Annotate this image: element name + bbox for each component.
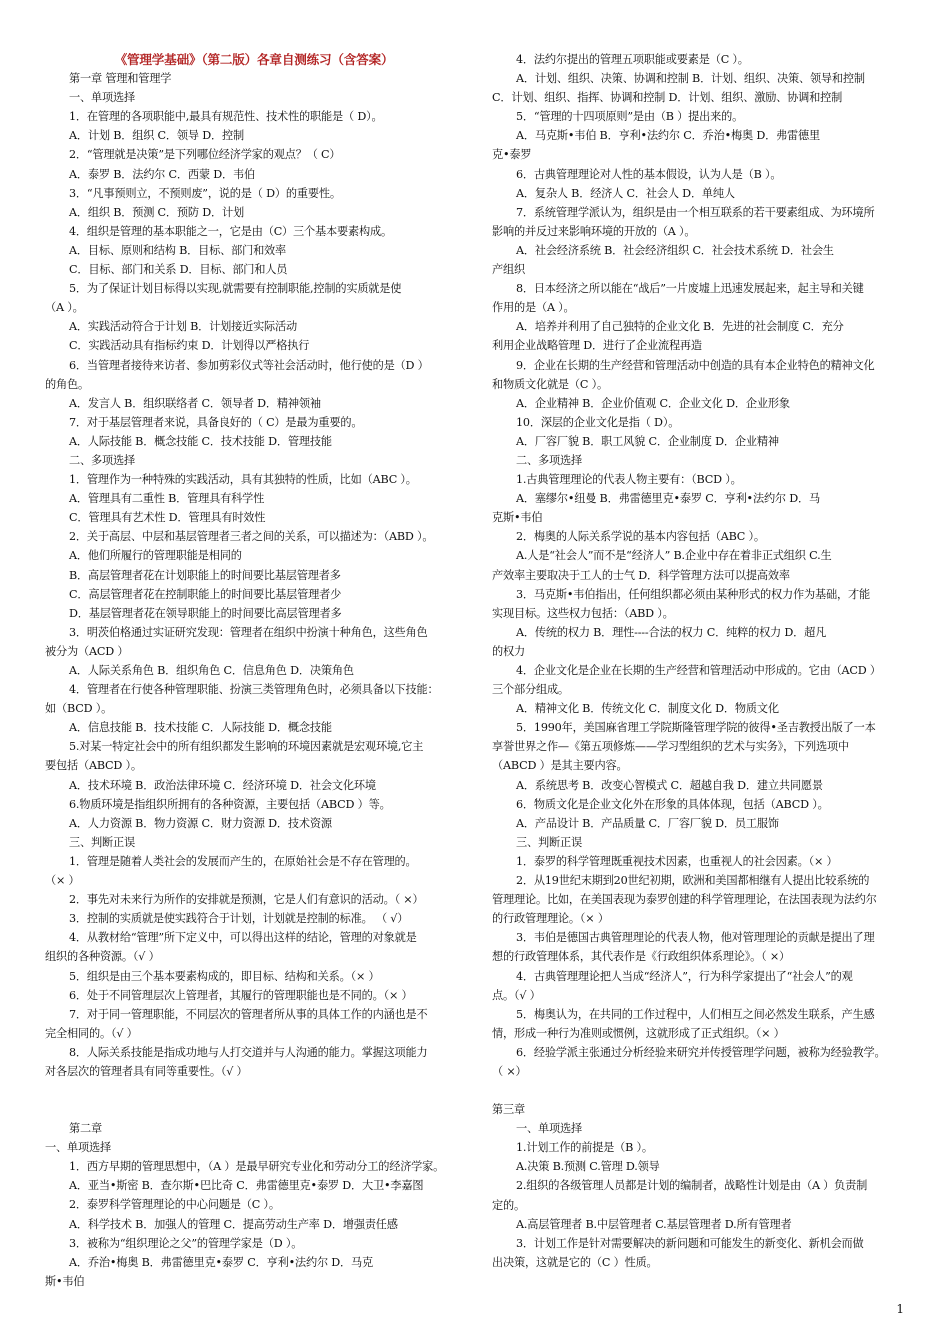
text-line: 管理理论。比如，在美国表现为泰罗创建的科学管理理论，在法国表现为法约尔 bbox=[492, 893, 877, 907]
text-line: 7．系统管理学派认为，组织是由一个相互联系的若干要素组成、为环境所 bbox=[516, 205, 875, 219]
text-line: 4．从教材给“管理”所下定义中，可以得出这样的结论，管理的对象就是 bbox=[69, 931, 417, 945]
text-line: A．塞缪尔•纽曼 B．弗雷德里克•泰罗 C．亨利•法约尔 D．马 bbox=[516, 492, 821, 506]
text-line: A.人是“社会人”而不是“经济人” B.企业中存在着非正式组织 C.生 bbox=[516, 549, 832, 563]
page-number: 1 bbox=[896, 1302, 904, 1316]
text-line: 1.古典管理理论的代表人物主要有：（BCD ）。 bbox=[516, 473, 742, 487]
text-line: 对各层次的管理者具有同等重要性。（√ ） bbox=[45, 1064, 248, 1078]
text-line: 2.组织的各级管理人员都是计划的编制者，战略性计划是由（A ）负责制 bbox=[516, 1179, 868, 1193]
text-line: C．管理具有艺术性 D．管理具有时效性 bbox=[69, 511, 266, 525]
text-line: A．亚当•斯密 B．查尔斯•巴比奇 C．弗雷德里克•泰罗 D．大卫•李嘉图 bbox=[69, 1179, 424, 1193]
text-line: A．企业精神 B．企业价值观 C．企业文化 D．企业形象 bbox=[516, 396, 790, 410]
text-line: C．高层管理者花在控制职能上的时间要比基层管理者少 bbox=[69, 587, 342, 601]
text-line: 6．当管理者接待来访者、参加剪彩仪式等社会活动时，他行使的是（D ） bbox=[69, 358, 429, 372]
text-line: 1．在管理的各项职能中,最具有规范性、技术性的职能是（ D）。 bbox=[69, 110, 383, 124]
text-line: 2．事先对未来行为所作的安排就是预测，它是人们有意识的活动。（ ×） bbox=[69, 893, 424, 907]
text-line: 完全相同的。（√ ） bbox=[45, 1026, 138, 1040]
text-line: 7．对于同一管理职能，不同层次的管理者所从事的具体工作的内涵也是不 bbox=[69, 1007, 428, 1021]
text-line: 被分为（ACD ） bbox=[45, 644, 129, 658]
text-line: C．目标、部门和关系 D．目标、部门和人员 bbox=[69, 263, 288, 277]
text-line: 三、判断正误 bbox=[69, 835, 135, 849]
text-line: 和物质文化就是（C ）。 bbox=[492, 377, 608, 391]
text-line: 一、单项选择 bbox=[516, 1122, 582, 1136]
text-line: 1．管理是随着人类社会的发展而产生的，在原始社会是不存在管理的。 bbox=[69, 854, 417, 868]
text-line: 三、判断正误 bbox=[516, 835, 582, 849]
text-line: 组织的各种资源。（√ ） bbox=[45, 950, 160, 964]
text-line: A．人力资源 B．物力资源 C．财力资源 D．技术资源 bbox=[69, 816, 332, 830]
text-line: 10．深层的企业文化是指（ D）。 bbox=[516, 415, 680, 429]
text-line: A．他们所履行的管理职能是相同的 bbox=[69, 549, 242, 563]
text-line: 5．“管理的十四项原则”是由（B ）提出来的。 bbox=[516, 110, 744, 124]
text-line: 的角色。 bbox=[45, 377, 89, 391]
text-line: （× ） bbox=[45, 874, 80, 888]
text-line: 3．明茨伯格通过实证研究发现：管理者在组织中扮演十种角色，这些角色 bbox=[69, 625, 428, 639]
text-line: A．管理具有二重性 B．管理具有科学性 bbox=[69, 492, 265, 506]
text-line: 要包括（ABCD ）。 bbox=[45, 759, 142, 773]
text-line: B．高层管理者花在计划职能上的时间要比基层管理者多 bbox=[69, 568, 341, 582]
text-line: 6.物质环境是指组织所拥有的各种资源，主要包括（ABCD ）等。 bbox=[69, 797, 391, 811]
text-line: 实现目标。这些权力包括：（ABD ）。 bbox=[492, 606, 674, 620]
text-line: 6．物质文化是企业文化外在形象的具体体现，包括（ABCD ）。 bbox=[516, 797, 829, 811]
text-line: 想的行政管理体系，其代表作是《行政组织体系理论》。（ ×） bbox=[492, 950, 790, 964]
text-line: 1.计划工作的前提是（B ）。 bbox=[516, 1141, 653, 1155]
text-line: A．培养并利用了自己独特的企业文化 B．先进的社会制度 C．充分 bbox=[516, 320, 844, 334]
left-column bbox=[45, 50, 463, 1291]
text-line: （ ×） bbox=[492, 1064, 527, 1078]
text-line: 二、多项选择 bbox=[516, 453, 582, 467]
text-line: 三个部分组成。 bbox=[492, 683, 569, 697]
text-line: D．基层管理者花在领导职能上的时间要比高层管理者多 bbox=[69, 606, 342, 620]
text-line: 3．被称为“组织理论之父”的管理学家是（D ）。 bbox=[69, 1236, 303, 1250]
text-line: 4．法约尔提出的管理五项职能或要素是（C ）。 bbox=[516, 53, 749, 66]
text-line: （ABCD ）是其主要内容。 bbox=[492, 759, 628, 773]
text-line: 4．古典管理理论把人当成“经济人”，行为科学家提出了“社会人”的观 bbox=[516, 969, 853, 983]
text-line: A．厂容厂貌 B．职工风貌 C．企业制度 D．企业精神 bbox=[516, 434, 779, 448]
text-line: A．计划、组织、决策、协调和控制 B．计划、组织、决策、领导和控制 bbox=[516, 72, 865, 86]
text-line: C．计划、组织、指挥、协调和控制 D．计划、组织、激励、协调和控制 bbox=[492, 91, 843, 105]
text-line: 第一章 管理和管理学 bbox=[69, 72, 172, 86]
text-line: A．社会经济系统 B．社会经济组织 C．社会技术系统 D．社会生 bbox=[516, 243, 834, 257]
text-line: 7．对于基层管理者来说，具备良好的（ C）是最为重要的。 bbox=[69, 415, 363, 429]
text-line: A．马克斯•韦伯 B．亨利•法约尔 C．乔治•梅奥 D．弗雷德里 bbox=[516, 129, 821, 143]
text-line: 二、多项选择 bbox=[69, 453, 135, 467]
text-line: C．实践活动具有指标约束 D．计划得以严格执行 bbox=[69, 339, 310, 353]
text-line: A．组织 B．预测 C．预防 D．计划 bbox=[69, 205, 244, 219]
text-line: A．产品设计 B．产品质量 C．厂容厂貌 D．员工服饰 bbox=[516, 816, 779, 830]
text-line: 2．从19世纪末期到20世纪初期，欧洲和美国都相继有人提出比较系统的 bbox=[516, 874, 870, 888]
text-line: 1．西方早期的管理思想中，（A ）是最早研究专业化和劳动分工的经济学家。 bbox=[69, 1160, 445, 1174]
text-line: 2．梅奥的人际关系学说的基本内容包括（ABC ）。 bbox=[516, 530, 765, 544]
text-line: A.决策 B.预测 C.管理 D.领导 bbox=[516, 1160, 660, 1174]
text-line: 出决策，这就是它的（C ）性质。 bbox=[492, 1255, 658, 1269]
text-line: 的权力 bbox=[492, 644, 525, 658]
text-line: 定的。 bbox=[492, 1198, 525, 1212]
text-line: A．系统思考 B．改变心智模式 C．超越自我 D．建立共同愿景 bbox=[516, 778, 823, 792]
text-line: 克斯•韦伯 bbox=[492, 511, 543, 525]
text-line: 享誉世界之作—《第五项修炼——学习型组织的艺术与实务》，下列选项中 bbox=[492, 740, 849, 754]
text-line: 2．“管理就是决策”是下列哪位经济学家的观点？（ C） bbox=[69, 148, 341, 162]
text-line: A．技术环境 B．政治法律环境 C．经济环境 D．社会文化环境 bbox=[69, 778, 376, 792]
text-line: A．目标、原则和结构 B．目标、部门和效率 bbox=[69, 243, 287, 257]
text-line: A．发言人 B．组织联络者 C．领导者 D．精神领袖 bbox=[69, 396, 321, 410]
text-line: 3．马克斯•韦伯指出，任何组织都必须由某种形式的权力作为基础，才能 bbox=[516, 587, 870, 601]
text-line: 5．梅奥认为，在共同的工作过程中，人们相互之间必然发生联系，产生感 bbox=[516, 1007, 875, 1021]
text-line: 1．管理作为一种特殊的实践活动，具有其独特的性质，比如（ABC ）。 bbox=[69, 473, 417, 487]
text-line: 5.对某一特定社会中的所有组织都发生影响的环境因素就是宏观环境,它主 bbox=[69, 740, 424, 754]
text-line: A．精神文化 B．传统文化 C．制度文化 D．物质文化 bbox=[516, 702, 779, 716]
text-line: 如（BCD ）。 bbox=[45, 702, 113, 716]
text-line: 3．计划工作是针对需要解决的新问题和可能发生的新变化、新机会而做 bbox=[516, 1236, 864, 1250]
text-line: A．泰罗 B．法约尔 C．西蒙 D．韦伯 bbox=[69, 167, 255, 181]
text-line: A．计划 B．组织 C．领导 D．控制 bbox=[69, 129, 244, 143]
right-column bbox=[492, 50, 910, 1272]
text-line: 6．古典管理理论对人性的基本假设，认为人是（B ）。 bbox=[516, 167, 782, 181]
text-line: 一、单项选择 bbox=[45, 1141, 111, 1155]
text-line: 3．控制的实质就是使实践符合于计划，计划就是控制的标准。 （ √） bbox=[69, 912, 409, 926]
text-line: 情，形成一种行为准则或惯例，这就形成了正式组织。（× ） bbox=[492, 1026, 785, 1040]
text-line: 2．泰罗科学管理理论的中心问题是（C ）。 bbox=[69, 1198, 280, 1212]
text-line: 5．1990年，美国麻省理工学院斯隆管理学院的彼得•圣吉教授出版了一本 bbox=[516, 721, 876, 735]
text-line: 利用企业战略管理 D．进行了企业流程再造 bbox=[492, 339, 702, 353]
text-line: 产效率主要取决于工人的士气 D．科学管理方法可以提高效率 bbox=[492, 568, 790, 582]
text-line: 5．为了保证计划目标得以实现,就需要有控制职能,控制的实质就是使 bbox=[69, 282, 402, 296]
text-line: 克•泰罗 bbox=[492, 148, 532, 162]
text-line: 9．企业在长期的生产经营和管理活动中创造的具有本企业特色的精神文化 bbox=[516, 358, 875, 372]
document-title: 《管理学基础》（第二版）各章自测练习（含答案） bbox=[114, 52, 394, 67]
text-line: A．科学技术 B．加强人的管理 C．提高劳动生产率 D．增强责任感 bbox=[69, 1217, 398, 1231]
text-line: A．复杂人 B．经济人 C．社会人 D．单纯人 bbox=[516, 186, 735, 200]
text-line: 的行政管理理论。（× ） bbox=[492, 912, 609, 926]
text-line: 6．处于不同管理层次上管理者，其履行的管理职能也是不同的。（× ） bbox=[69, 988, 413, 1002]
text-line: 4．企业文化是企业在长期的生产经营和管理活动中形成的。它由（ACD ） bbox=[516, 664, 881, 677]
text-line: （A ）。 bbox=[45, 301, 84, 315]
text-line: 3．“凡事预则立，不预则废”，说的是（ D）的重要性。 bbox=[69, 186, 341, 200]
text-line: 影响的并反过来影响环境的开放的（A ）。 bbox=[492, 224, 696, 238]
text-line: 8．人际关系技能是指成功地与人打交道并与人沟通的能力。掌握这项能力 bbox=[69, 1045, 428, 1059]
text-line: 斯•韦伯 bbox=[45, 1274, 85, 1288]
text-line: A．传统的权力 B．理性----合法的权力 C．纯粹的权力 D．超凡 bbox=[516, 625, 827, 639]
text-line: A．实践活动符合于计划 B．计划接近实际活动 bbox=[69, 320, 298, 334]
text-line: 2．关于高层、中层和基层管理者三者之间的关系，可以描述为：（ABD ）。 bbox=[69, 530, 434, 544]
text-line: 4．组织是管理的基本职能之一，它是由（C）三个基本要素构成。 bbox=[69, 224, 392, 238]
text-line: A.高层管理者 B.中层管理者 C.基层管理者 D.所有管理者 bbox=[516, 1217, 792, 1231]
text-line: 产组织 bbox=[492, 263, 525, 277]
text-line: 第三章 bbox=[492, 1103, 525, 1117]
text-line: 一、单项选择 bbox=[69, 91, 135, 105]
text-line: 作用的是（A ）。 bbox=[492, 301, 575, 315]
blank-line bbox=[492, 1081, 910, 1100]
text-line: 8．日本经济之所以能在“战后”一片废墟上迅速发展起来，起主导和关键 bbox=[516, 282, 864, 296]
text-line: 点。（√ ） bbox=[492, 988, 541, 1002]
blank-line bbox=[45, 1100, 463, 1119]
text-line: A．人际技能 B．概念技能 C．技术技能 D．管理技能 bbox=[69, 434, 332, 448]
text-line: A．乔治•梅奥 B．弗雷德里克•泰罗 C．亨利•法约尔 D．马克 bbox=[69, 1255, 374, 1269]
text-line: 5．组织是由三个基本要素构成的，即目标、结构和关系。（× ） bbox=[69, 969, 380, 983]
blank-line bbox=[45, 1081, 463, 1100]
text-line: 1．泰罗的科学管理既重视技术因素，也重视人的社会因素。（× ） bbox=[516, 854, 838, 868]
text-line: 4．管理者在行使各种管理职能、扮演三类管理角色时，必须具备以下技能： bbox=[69, 683, 439, 697]
text-line: 3．韦伯是德国古典管理理论的代表人物，他对管理理论的贡献是提出了理 bbox=[516, 931, 875, 945]
text-line: A．人际关系角色 B．组织角色 C．信息角色 D．决策角色 bbox=[69, 664, 354, 677]
text-line: A．信息技能 B．技术技能 C．人际技能 D．概念技能 bbox=[69, 721, 332, 735]
text-line: 6．经验学派主张通过分析经验来研究并传授管理学问题，被称为经验教学。 bbox=[516, 1045, 886, 1059]
text-line: 第二章 bbox=[69, 1122, 102, 1136]
